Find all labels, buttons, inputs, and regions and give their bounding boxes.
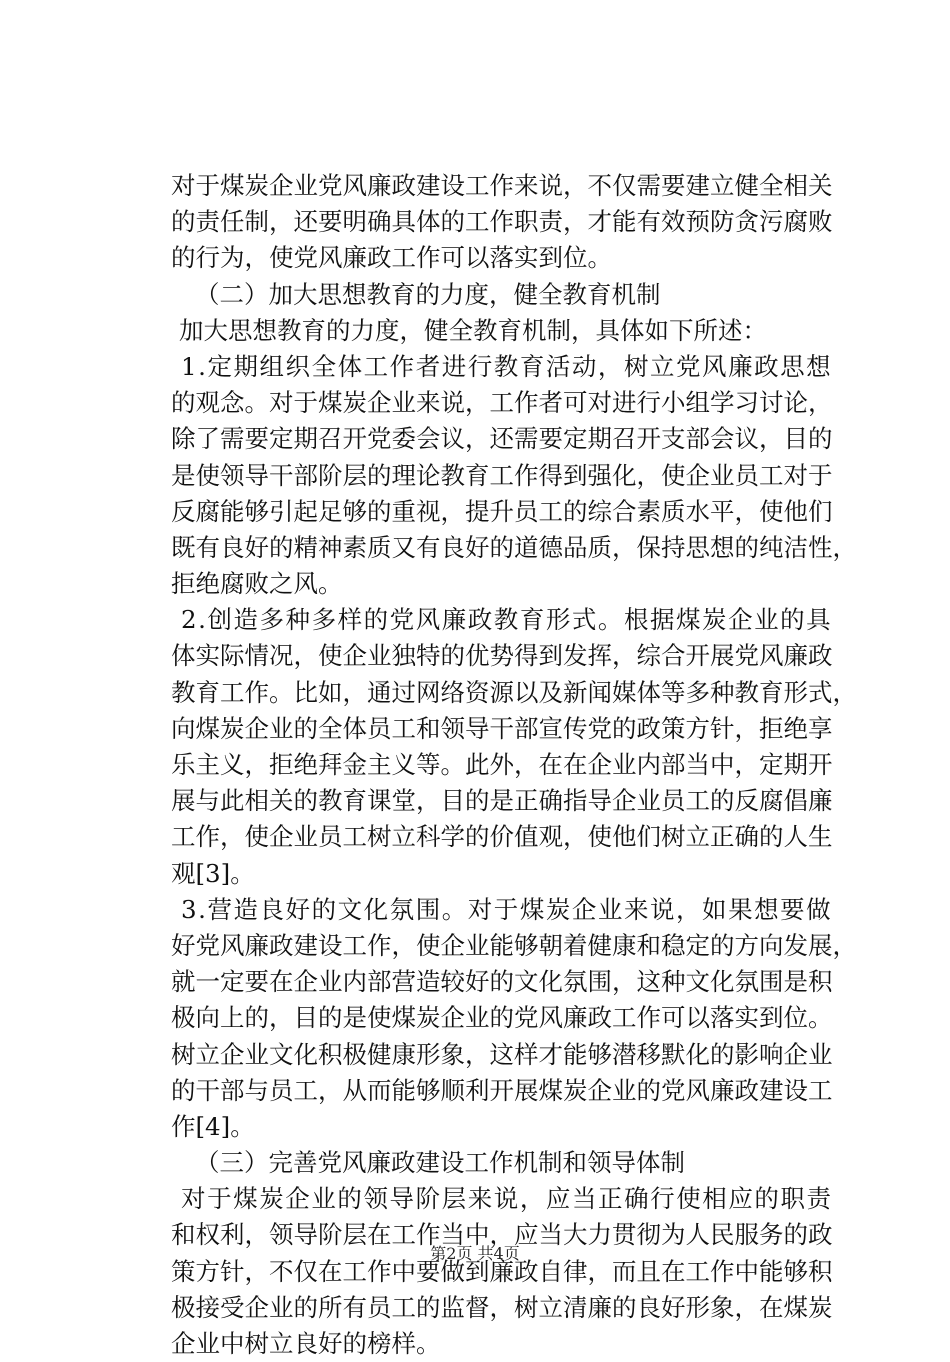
- text-line: 的 干 部 与 员 工 ， 从 而 能 够 顺 利 开 展 煤 炭 企 业 的 党 风 廉 政 建 设 工: [171, 1075, 833, 1105]
- text-line: 树 立 企 业 文 化 积 极 健 康 形 象 ， 这 样 才 能 够 潜 移 默 化 的 影 响 企 业: [171, 1039, 833, 1069]
- section-heading: （三）完善党风廉政建设工作机制和领导体制: [195, 1148, 685, 1178]
- text-line: 观[3]。: [171, 858, 255, 888]
- text-line: 作[4]。: [171, 1111, 255, 1141]
- text-line: 既 有 良 好 的 精 神 素 质 又 有 良 好 的 道 德 品 质 ， 保 持 思 想 的 纯 洁 性 ，: [171, 532, 857, 562]
- text-line: 的 观 念 。 对 于 煤 炭 企 业 来 说 ， 工 作 者 可 对 进 行 小 组 学 习 讨 论 ，: [171, 388, 833, 418]
- text-line: 的行为，使党风廉政工作可以落实到位。: [171, 243, 612, 273]
- list-item-line: 1 . 定 期 组 织 全 体 工 作 者 进 行 教 育 活 动 ， 树 立 党 风 廉 政 思 想: [181, 351, 831, 381]
- list-item-line: 3 . 营 造 良 好 的 文 化 氛 围 。 对 于 煤 炭 企 业 来 说 ， 如 果 想 要 做: [181, 894, 831, 924]
- text-line: 就 一 定 要 在 企 业 内 部 营 造 较 好 的 文 化 氛 围 ， 这 种 文 化 氛 围 是 积: [171, 967, 833, 997]
- page-number-footer: 第2页 共4页: [430, 1244, 520, 1263]
- text-line: 除 了 需 要 定 期 召 开 党 委 会 议 ， 还 需 要 定 期 召 开 支 部 会 议 ， 目 的: [171, 424, 833, 454]
- text-line: 策 方 针 ， 不 仅 在 工 作 中 要 做 到 廉 政 自 律 ， 而 且 在 工 作 中 能 够 积: [171, 1256, 833, 1286]
- text-line: 工 作 ， 使 企 业 员 工 树 立 科 学 的 价 值 观 ， 使 他 们 树 立 正 确 的 人 生: [171, 822, 833, 852]
- list-item-line: 2 . 创 造 多 种 多 样 的 党 风 廉 政 教 育 形 式 。 根 据 煤 炭 企 业 的 具: [181, 605, 831, 635]
- text-line: 反 腐 能 够 引 起 足 够 的 重 视 ， 提 升 员 工 的 综 合 素 质 水 平 ， 使 他 们: [171, 496, 833, 526]
- text-line: 展 与 此 相 关 的 教 育 课 堂 ， 目 的 是 正 确 指 导 企 业 员 工 的 反 腐 倡 廉: [171, 786, 833, 816]
- text-line: 向 煤 炭 企 业 的 全 体 员 工 和 领 导 干 部 宣 传 党 的 政 策 方 针 ， 拒 绝 享: [171, 713, 833, 743]
- text-line: 好 党 风 廉 政 建 设 工 作 ， 使 企 业 能 够 朝 着 健 康 和 稳 定 的 方 向 发 展 ，: [171, 930, 857, 960]
- text-line: 对 于 煤 炭 企 业 党 风 廉 政 建 设 工 作 来 说 ， 不 仅 需 要 建 立 健 全 相 关: [171, 171, 833, 200]
- text-line: 教 育 工 作 。 比 如 ， 通 过 网 络 资 源 以 及 新 闻 媒 体 等 多 种 教 育 形 式 ，: [171, 677, 857, 707]
- text-line: 极 向 上 的 ， 目 的 是 使 煤 炭 企 业 的 党 风 廉 政 工 作 可 以 落 实 到 位 。: [171, 1003, 833, 1033]
- text-line: 和 权 利 ， 领 导 阶 层 在 工 作 当 中 ， 应 当 大 力 贯 彻 为 人 民 服 务 的 政: [171, 1220, 833, 1250]
- document-body: [171, 168, 857, 1362]
- text-line: 极 接 受 企 业 的 所 有 员 工 的 监 督 ， 树 立 清 廉 的 良 好 形 象 ， 在 煤 炭: [171, 1292, 833, 1322]
- text-line: 的 责 任 制 ， 还 要 明 确 具 体 的 工 作 职 责 ， 才 能 有 效 预 防 贪 污 腐 败: [171, 207, 833, 237]
- text-line: 体 实 际 情 况 ， 使 企 业 独 特 的 优 势 得 到 发 挥 ， 综 合 开 展 党 风 廉 政: [171, 641, 833, 671]
- section-heading: （二）加大思想教育的力度，健全教育机制: [195, 279, 661, 309]
- text-line: 乐 主 义 ， 拒 绝 拜 金 主 义 等 。 此 外 ， 在 在 企 业 内 部 当 中 ， 定 期 开: [171, 750, 833, 779]
- paragraph-line: 加大思想教育的力度，健全教育机制，具体如下所述：: [179, 315, 767, 345]
- text-line: 拒绝腐败之风。: [171, 569, 343, 599]
- text-line: 企业中树立良好的榜样。: [171, 1329, 441, 1358]
- text-line: 是 使 领 导 干 部 阶 层 的 理 论 教 育 工 作 得 到 强 化 ， 使 企 业 员 工 对 于: [171, 460, 833, 490]
- paragraph-line: 对 于 煤 炭 企 业 的 领 导 阶 层 来 说 ， 应 当 正 确 行 使 相 应 的 职 责: [181, 1184, 831, 1214]
